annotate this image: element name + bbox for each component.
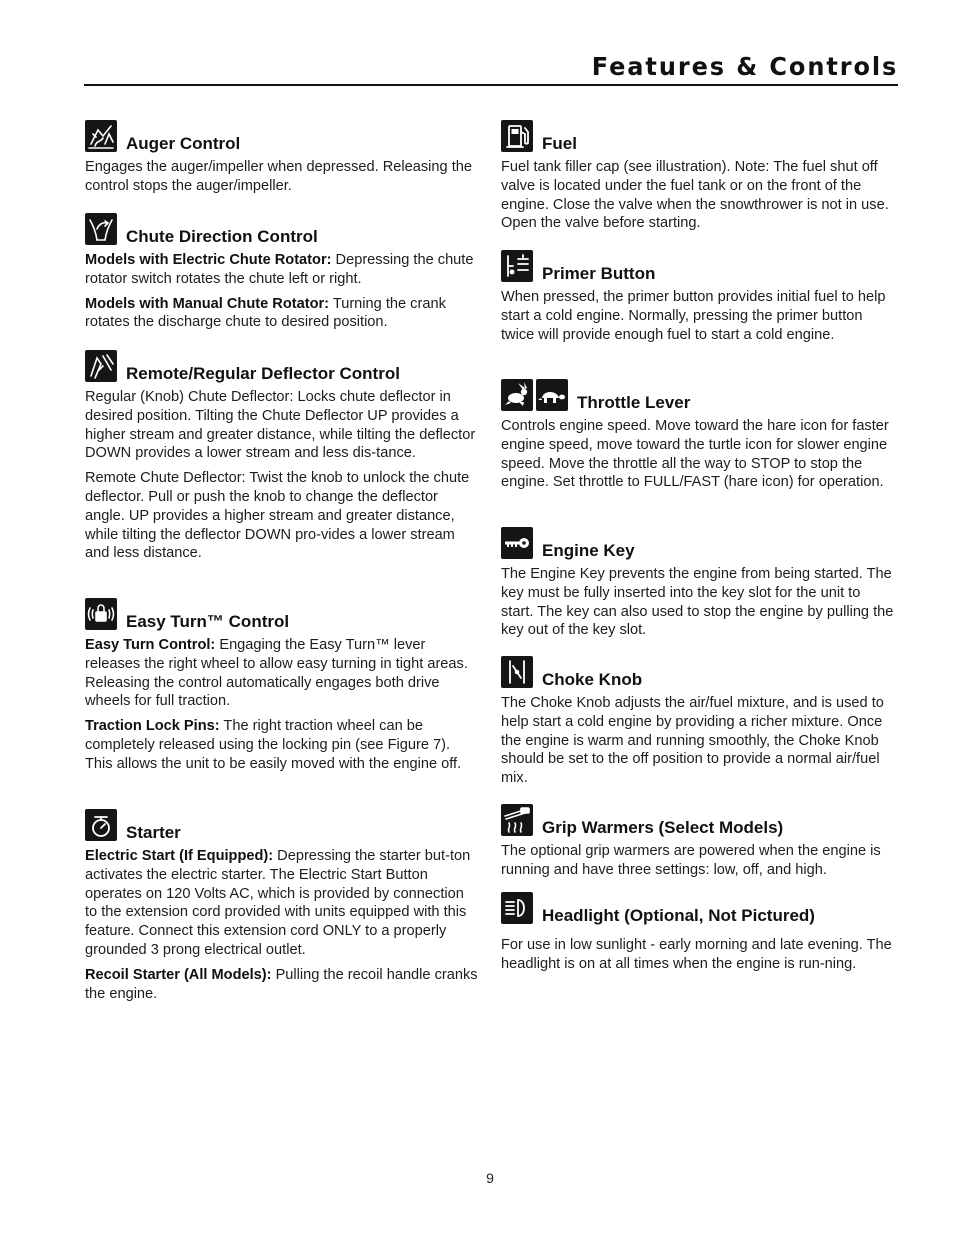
section-heading: Fuel — [542, 134, 577, 153]
section-heading: Headlight (Optional, Not Pictured) — [542, 906, 815, 925]
title-rule — [84, 84, 898, 86]
grip-warmer-icon — [501, 804, 533, 836]
section-throttle-lever — [501, 371, 895, 492]
section-paragraph: Engages the auger/impeller when depressed. Releasing the control stops the auger/impeller. — [85, 159, 472, 194]
section-paragraph: The optional grip warmers are powered when the engine is running and have three settings: low, off, and high. — [501, 843, 881, 878]
section-paragraph: The Choke Knob adjusts the air/fuel mixture, and is used to help start a cold engine by providing a richer mixture. Once the engine is warm and running smoothly, the Choke Knob should be set to the off position to provide a normal air/fuel mix. — [501, 695, 884, 787]
section-fuel — [501, 112, 895, 233]
section-heading: Remote/Regular Deflector Control — [126, 364, 400, 383]
section-auger-control — [85, 112, 479, 196]
section-chute-direction-control — [85, 205, 479, 332]
key-icon — [501, 527, 533, 559]
chute-direction-icon — [85, 213, 117, 245]
starter-icon — [85, 809, 117, 841]
section-starter — [85, 801, 479, 1003]
section-paragraph: Regular (Knob) Chute Deflector: Locks chute deflector in desired position. Tilting the Chute Deflector UP provides a higher stream and greater distance, while tilting the deflector DOWN provides a lower stream and less dis-tance. — [85, 389, 476, 462]
section-heading: Chute Direction Control — [126, 227, 318, 246]
section-primer-button — [501, 242, 895, 344]
section-paragraph: For use in low sunlight - early morning and late evening. The headlight is on at all times when the engine is run-ning. — [501, 937, 892, 972]
section-easy-turn-control — [85, 590, 479, 774]
section-heading: Choke Knob — [542, 670, 643, 689]
section-heading: Grip Warmers (Select Models) — [542, 818, 784, 837]
section-heading: Easy Turn™ Control — [126, 612, 290, 631]
section-paragraph: Easy Turn Control: Engaging the Easy Turn™ lever releases the right wheel to allow easy turning in tight areas. Releasing the control automatically engages both drive wheels for full traction. — [85, 637, 468, 710]
section-paragraph: Controls engine speed. Move toward the hare icon for faster engine speed, move toward the turtle icon for slower engine speed. Move the throttle all the way to STOP to stop the engine. Set throttle to FULL/FAST (hare icon) for operation. — [501, 418, 889, 491]
headlight-icon — [501, 892, 533, 924]
section-heading: Primer Button — [542, 264, 656, 283]
section-grip-warmers — [501, 796, 895, 880]
primer-icon — [501, 250, 533, 282]
hare-icon — [501, 379, 533, 411]
section-heading: Throttle Lever — [577, 393, 691, 412]
section-heading: Starter — [126, 823, 181, 842]
easy-turn-icon — [85, 598, 117, 630]
section-paragraph: Recoil Starter (All Models): Pulling the recoil handle cranks the engine. — [85, 966, 478, 1002]
section-paragraph: Remote Chute Deflector: Twist the knob to unlock the chute deflector. Pull or push the knob to change the deflector angle. UP provides a higher stream and greater distance, while tilting the deflector DOWN pro-vides a lower stream and less distance. — [85, 470, 470, 562]
choke-icon — [501, 656, 533, 688]
section-paragraph: Traction Lock Pins: The right traction wheel can be completely released using the locking pin (see Figure 7). This allows the unit to be easily moved with the engine off. — [85, 718, 462, 772]
section-paragraph: When pressed, the primer button provides initial fuel to help start a cold engine. Normally, pressing the primer button twice will provide enough fuel to start a cold engine. — [501, 289, 886, 343]
section-paragraph: Models with Manual Chute Rotator: Turning the crank rotates the discharge chute to desired position. — [85, 295, 446, 331]
section-paragraph: The Engine Key prevents the engine from being started. The key must be fully inserted into the key slot for the unit to start. The key can also used to stop the engine by pulling the key out of the key slot. — [501, 566, 894, 639]
auger-icon — [85, 120, 117, 152]
section-engine-key — [501, 519, 895, 640]
section-paragraph: Electric Start (If Equipped): Depressing the starter but-ton activates the electric starter. The Electric Start Button operates on 120 Volts AC, which is provided by connection to the extension cord provided with units equipped with this feature. Connect this extension cord ONLY to a properly grounded 3 prong electrical outlet. — [85, 848, 471, 958]
page-title: Features & Controls — [591, 52, 898, 81]
section-choke-knob — [501, 648, 895, 788]
section-heading: Auger Control — [126, 134, 241, 153]
page-number: 9 — [486, 1170, 494, 1186]
section-paragraph: Fuel tank filler cap (see illustration). Note: The fuel shut off valve is located under the fuel tank or on the front of the engine. Close the valve when the snowthrower is not in use. Open the valve before starting. — [501, 159, 889, 232]
deflector-icon — [85, 350, 117, 382]
turtle-icon — [536, 379, 568, 411]
section-headlight — [501, 884, 895, 974]
section-deflector-control — [85, 342, 479, 563]
section-paragraph: Models with Electric Chute Rotator: Depressing the chute rotator switch rotates the chute left or right. — [85, 252, 474, 287]
section-heading: Engine Key — [542, 541, 635, 560]
fuel-icon — [501, 120, 533, 152]
